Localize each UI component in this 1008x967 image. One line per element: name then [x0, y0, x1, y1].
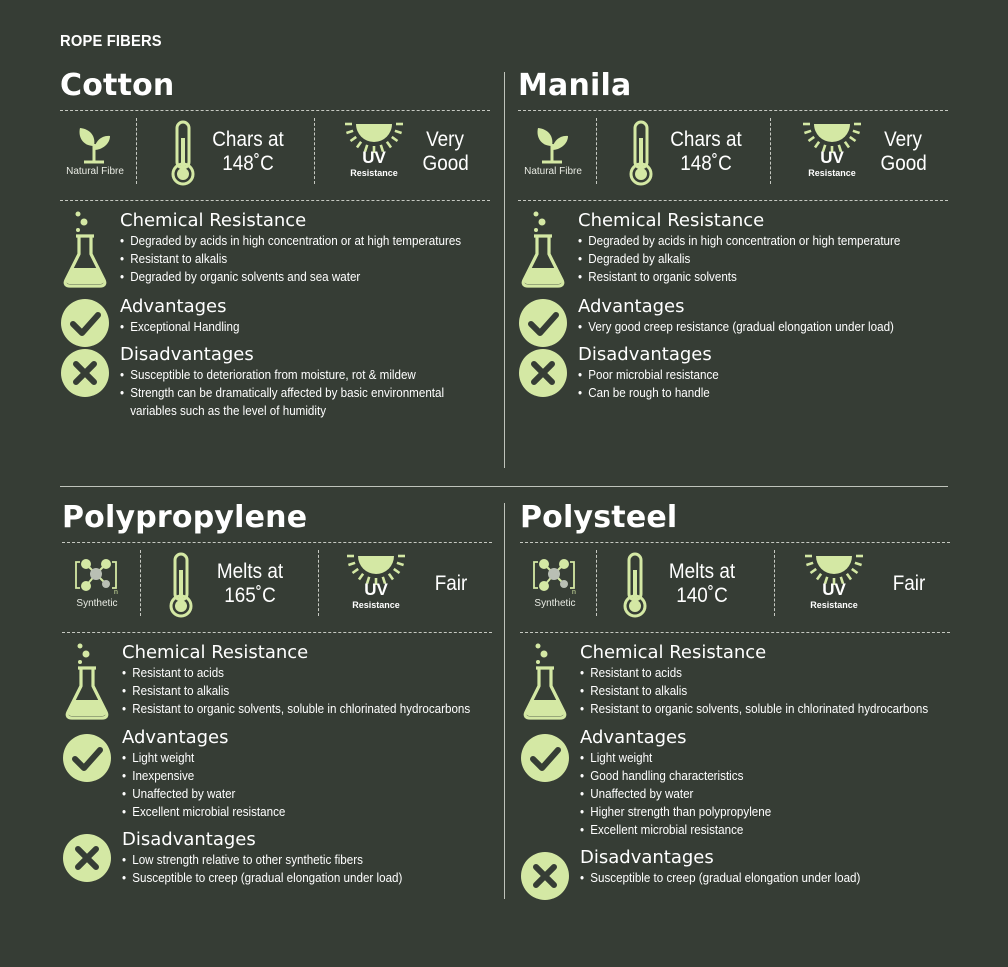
fiber-type-label: Natural Fibre	[524, 166, 582, 177]
list-item: • Exceptional Handling	[120, 318, 239, 336]
advantages-list	[578, 318, 918, 336]
chemical-resistance-heading: Chemical Resistance	[120, 210, 307, 231]
stats-row	[520, 544, 950, 626]
list-item: • Degraded by organic solvents and sea water	[120, 268, 461, 286]
list-item: • Good handling characteristics	[580, 767, 771, 785]
flask-icon	[60, 210, 110, 288]
temperature-label: Melts at	[668, 560, 736, 583]
fiber-type	[518, 112, 588, 192]
stat-separator	[596, 118, 597, 184]
temperature-value: 148˚C	[680, 152, 732, 175]
uv-rating-line1: Fair	[892, 572, 926, 595]
fiber-type-label: Synthetic	[534, 598, 576, 609]
chemical-resistance-list	[120, 232, 487, 286]
advantages-heading: Advantages	[578, 296, 685, 317]
horizontal-divider	[60, 486, 948, 487]
page-title: ROPE FIBERS	[60, 33, 162, 50]
list-item: • Resistant to alkalis	[122, 682, 470, 700]
list-item: • Susceptible to deterioration from moisture, rot & mildew	[120, 366, 444, 384]
advantages-list	[122, 749, 298, 821]
uv-label: UV	[364, 580, 388, 599]
uv-rating-line1: Very	[884, 128, 922, 151]
temperature-label: Chars at	[212, 128, 284, 151]
temperature-text	[214, 560, 286, 608]
dashed-divider	[62, 542, 492, 543]
disadvantages-heading: Disadvantages	[578, 344, 712, 365]
svg-text:n: n	[114, 589, 118, 596]
temperature-value: 140˚C	[676, 584, 728, 607]
temperature-label: Chars at	[670, 128, 742, 151]
advantages-list	[120, 318, 248, 336]
vertical-divider-top	[504, 72, 505, 468]
dashed-divider	[520, 632, 950, 633]
list-item: • Excellent microbial resistance	[122, 803, 285, 821]
cross-icon	[60, 348, 110, 398]
disadvantages-list	[578, 366, 729, 402]
temperature-label: Melts at	[216, 560, 284, 583]
temperature-text	[666, 560, 738, 608]
uv-rating-line1: Fair	[434, 572, 468, 595]
list-item: • Light weight	[580, 749, 771, 767]
fiber-type	[520, 544, 590, 624]
dashed-divider	[518, 110, 948, 111]
temperature-text	[212, 128, 284, 176]
list-item: • Susceptible to creep (gradual elongation under load)	[122, 869, 402, 887]
flask-icon	[62, 642, 112, 720]
dashed-divider	[62, 632, 492, 633]
chemical-resistance-list	[578, 232, 925, 286]
check-icon	[60, 298, 110, 348]
check-icon	[518, 298, 568, 348]
thermometer-icon	[628, 120, 654, 186]
stat-separator	[318, 550, 319, 616]
flask-icon	[518, 210, 568, 288]
list-item: • Resistant to alkalis	[580, 682, 928, 700]
uv-rating-line1: Very	[426, 128, 464, 151]
stat-separator	[314, 118, 315, 184]
plant-icon	[72, 120, 116, 164]
stat-separator	[770, 118, 771, 184]
uv-label: UV	[362, 148, 386, 167]
uv-rating	[881, 128, 926, 176]
list-item: • Unaffected by water	[122, 785, 285, 803]
advantages-heading: Advantages	[580, 727, 687, 748]
list-item: • Resistant to alkalis	[120, 250, 461, 268]
list-item: • Resistant to organic solvents, soluble in chlorinated hydrocarbons	[122, 700, 470, 718]
list-item: • Susceptible to creep (gradual elongation under load)	[580, 869, 860, 887]
list-item: • Resistant to organic solvents	[578, 268, 900, 286]
uv-rating-line2: Good	[880, 152, 927, 175]
check-icon	[520, 733, 570, 783]
disadvantages-list	[122, 851, 423, 887]
dashed-divider	[60, 110, 490, 111]
list-item: • Poor microbial resistance	[578, 366, 719, 384]
disadvantages-heading: Disadvantages	[120, 344, 254, 365]
list-item: • Resistant to acids	[122, 664, 470, 682]
advantages-list	[580, 749, 786, 839]
list-item: • Very good creep resistance (gradual elongation under load)	[578, 318, 894, 336]
list-item: • Resistant to organic solvents, soluble in chlorinated hydrocarbons	[580, 700, 928, 718]
cross-icon	[520, 851, 570, 901]
cross-icon	[518, 348, 568, 398]
list-item: • Excellent microbial resistance	[580, 821, 771, 839]
dashed-divider	[518, 200, 948, 201]
stats-row	[518, 112, 948, 194]
fiber-type-label: Synthetic	[76, 598, 118, 609]
chemical-resistance-list	[122, 664, 496, 718]
check-icon	[62, 733, 112, 783]
uv-rating	[887, 572, 932, 596]
flask-icon	[520, 642, 570, 720]
list-item: • Higher strength than polypropylene	[580, 803, 771, 821]
list-item: • Strength can be dramatically affected by basic environmental	[120, 384, 444, 402]
stat-separator	[596, 550, 597, 616]
molecule-icon	[532, 552, 576, 596]
uv-label: UV	[822, 580, 846, 599]
advantages-heading: Advantages	[122, 727, 229, 748]
dashed-divider	[60, 200, 490, 201]
vertical-divider-bottom	[504, 503, 505, 899]
cross-icon	[62, 833, 112, 883]
temperature-value: 148˚C	[222, 152, 274, 175]
list-item: • Inexpensive	[122, 767, 285, 785]
uv-label: UV	[820, 148, 844, 167]
disadvantages-heading: Disadvantages	[122, 829, 256, 850]
thermometer-icon	[168, 552, 194, 618]
stats-row	[60, 112, 490, 194]
fiber-title: Polypropylene	[62, 500, 308, 535]
uv-rating	[429, 572, 474, 596]
fiber-title: Polysteel	[520, 500, 678, 535]
dashed-divider	[520, 542, 950, 543]
stat-separator	[140, 550, 141, 616]
disadvantages-heading: Disadvantages	[580, 847, 714, 868]
fiber-title: Manila	[518, 68, 632, 103]
list-item: • Degraded by alkalis	[578, 250, 900, 268]
temperature-text	[670, 128, 742, 176]
disadvantages-list	[580, 869, 881, 887]
disadvantages-list	[120, 366, 468, 420]
list-item: • Light weight	[122, 749, 285, 767]
thermometer-icon	[622, 552, 648, 618]
fiber-type	[62, 544, 132, 624]
uv-resistance-label: Resistance	[350, 168, 398, 178]
chemical-resistance-list	[580, 664, 954, 718]
stat-separator	[774, 550, 775, 616]
temperature-value: 165˚C	[224, 584, 276, 607]
stat-separator	[136, 118, 137, 184]
list-item: variables such as the level of humidity	[130, 404, 327, 418]
uv-rating-line2: Good	[422, 152, 469, 175]
uv-resistance-label: Resistance	[352, 600, 400, 610]
chemical-resistance-heading: Chemical Resistance	[580, 642, 767, 663]
fiber-title: Cotton	[60, 68, 175, 103]
stats-row	[62, 544, 492, 626]
chemical-resistance-heading: Chemical Resistance	[122, 642, 309, 663]
uv-resistance-label: Resistance	[808, 168, 856, 178]
list-item: • Degraded by acids in high concentration or high temperature	[578, 232, 900, 250]
thermometer-icon	[170, 120, 196, 186]
uv-resistance-label: Resistance	[810, 600, 858, 610]
list-item: • Unaffected by water	[580, 785, 771, 803]
svg-text:n: n	[572, 589, 576, 596]
molecule-icon	[74, 552, 118, 596]
chemical-resistance-heading: Chemical Resistance	[578, 210, 765, 231]
list-item: • Can be rough to handle	[578, 384, 719, 402]
list-item: • Resistant to acids	[580, 664, 928, 682]
plant-icon	[530, 120, 574, 164]
fiber-type	[60, 112, 130, 192]
list-item: • Low strength relative to other synthetic fibers	[122, 851, 402, 869]
fiber-type-label: Natural Fibre	[66, 166, 124, 177]
advantages-heading: Advantages	[120, 296, 227, 317]
list-item: • Degraded by acids in high concentration or at high temperatures	[120, 232, 461, 250]
uv-rating	[423, 128, 468, 176]
